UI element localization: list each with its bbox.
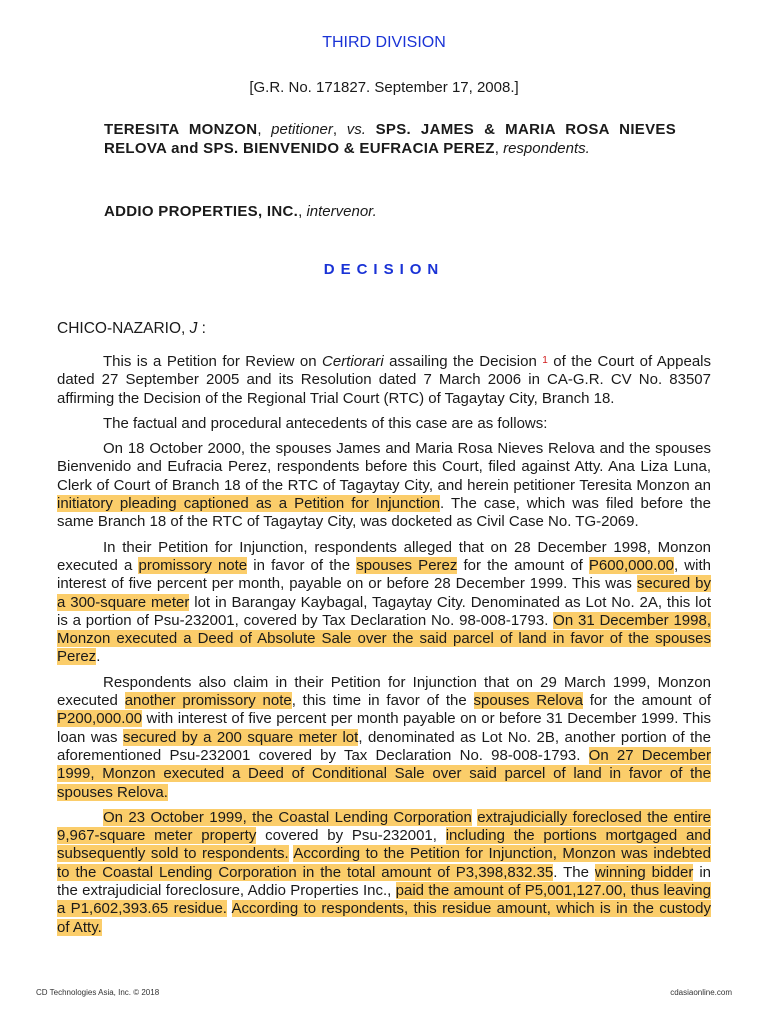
- division-heading: THIRD DIVISION: [322, 34, 446, 51]
- petitioner-role: petitioner: [271, 121, 333, 138]
- ponente-name: CHICO-NAZARIO,: [57, 320, 186, 337]
- p1-text: of the Court of Appeals dated 27 September 2005 and its Resolution dated 7 March 2006 in CA-G.R. CV No. 83507 affirming the Decision of the Regional Trial Court (RTC) of Tagaytay City, Branch 18.: [57, 353, 711, 407]
- highlight: secured by a 300-square meter: [57, 575, 711, 611]
- highlight: spouses Perez: [356, 556, 458, 574]
- highlight: including the portions mortgaged and subsequently sold to respondents.: [57, 827, 711, 863]
- footer-site: cdasiaonline.com: [670, 988, 732, 997]
- intervenor-name: ADDIO PROPERTIES, INC.: [104, 203, 299, 220]
- highlight: promissory note: [138, 556, 248, 574]
- ponente-title: J: [189, 320, 198, 337]
- highlight: initiatory pleading captioned as a Petition for Injunction: [57, 495, 441, 513]
- petitioner-name: TERESITA MONZON: [104, 121, 258, 138]
- highlight: According to the Petition for Injunction, Monzon was indebted to the Coastal Lending Corporation in the total amount of P3,398,832.35: [57, 845, 711, 881]
- highlight: paid the amount of P5,001,127.00, thus leaving a P1,602,393.65 residue.: [57, 882, 711, 918]
- p5-text: Respondents also claim in their Petition for Injunction that on 29 March 1999, Monzon executed: [57, 673, 711, 710]
- paragraph-6: [57, 809, 711, 937]
- intervenor-role: intervenor.: [306, 203, 377, 220]
- decision-heading: DECISION: [323, 261, 445, 278]
- highlight: According to respondents, this residue amount, which is in the custody of Atty.: [57, 900, 711, 936]
- highlight: P200,000.00: [57, 710, 143, 728]
- p5-text: for the amount of: [582, 692, 712, 710]
- p6-text: . The: [553, 863, 595, 881]
- case-number: [G.R. No. 171827. September 17, 2008.]: [249, 79, 519, 96]
- highlight: On 23 October 1999, the Coastal Lending Corporation: [103, 808, 472, 826]
- respondents-role: respondents.: [503, 140, 590, 157]
- p6-text: [227, 900, 232, 917]
- paragraph-3: [57, 440, 711, 531]
- paragraph-1: [57, 352, 711, 408]
- p1-text: assailing the Decision: [383, 353, 543, 370]
- case-parties: TERESITA MONZON, petitioner, vs. SPS. JAMES & MARIA ROSA NIEVES RELOVA and SPS. BIENVENIDO & EUFRACIA PEREZ, respondents.: [104, 121, 677, 157]
- paragraph-5: [57, 674, 711, 802]
- respondents-names: SPS. JAMES & MARIA ROSA NIEVES RELOVA and SPS. BIENVENIDO & EUFRACIA PEREZ: [104, 121, 677, 157]
- p4-text: In their Petition for Injunction, respondents alleged that on 28 December 1998, Monzon executed a: [57, 538, 711, 574]
- intervenor-line: ADDIO PROPERTIES, INC., intervenor.: [104, 203, 377, 220]
- decision-body: [57, 352, 711, 944]
- certiorari-term: Certiorari: [322, 353, 384, 370]
- footer-copyright: CD Technologies Asia, Inc. © 2018: [36, 988, 160, 997]
- highlight: On 31 December 1998, Monzon executed a Deed of Absolute Sale over the said parcel of land in favor of the spouses Perez: [57, 611, 711, 666]
- highlight: secured by a 200 square meter lot: [122, 728, 359, 746]
- p4-text: lot in Barangay Kaybagal, Tagaytay City. Denominated as Lot No. 2A, this lot is a portion of Psu-232001, covered by Tax Declaration No. 98-008-1793.: [57, 593, 712, 629]
- p4-text: in favor of the: [247, 556, 357, 574]
- p6-text: covered by Psu-232001,: [256, 827, 446, 845]
- p4-text: .: [96, 648, 101, 666]
- paragraph-4: [57, 539, 711, 667]
- versus-label: vs.: [346, 121, 366, 138]
- p6-text: in the extrajudicial foreclosure, Addio Properties Inc.,: [57, 863, 711, 900]
- p1-text: This is a Petition for Review on: [103, 353, 323, 370]
- p2-text: The factual and procedural antecedents of this case are as follows:: [103, 414, 548, 432]
- p5-text: , this time in favor of the: [291, 692, 474, 710]
- highlight: another promissory note: [124, 692, 292, 710]
- footnote-link[interactable]: 1: [542, 355, 548, 366]
- p4-text: for the amount of: [457, 556, 589, 574]
- p3-text: . The case, which was filed before the same Branch 18 of the RTC of Tagaytay City, was docketed as Civil Case No. TG-2069.: [57, 495, 711, 531]
- highlight: extrajudicially foreclosed the entire 9,967-square meter property: [57, 808, 712, 845]
- paragraph-2: [57, 415, 711, 433]
- highlight: spouses Relova: [473, 692, 583, 710]
- ponente: CHICO-NAZARIO, J :: [57, 320, 206, 337]
- highlight: winning bidder: [594, 863, 694, 881]
- highlight: P600,000.00: [588, 556, 674, 574]
- highlight: On 27 December 1999, Monzon executed a Deed of Conditional Sale over said parcel of land in favor of the spouses Relova.: [57, 746, 711, 801]
- p3-text: On 18 October 2000, the spouses James and Maria Rosa Nieves Relova and the spouses Bienvenido and Eufracia Perez, respondents before this Court, filed against Atty. Ana Liza Luna, Clerk of Court of Branch 18 of the RTC of Tagaytay City, and herein petitioner Teresita Monzon an: [57, 440, 711, 494]
- p5-text: with interest of five percent per month payable on or before 31 December 1999. This loan was: [57, 710, 711, 746]
- p5-text: , denominated as Lot No. 2B, another portion of the aforementioned Psu-232001 covered by Tax Declaration No. 98-008-1793.: [57, 728, 711, 764]
- p4-text: , with interest of five percent per month, payable on or before 28 December 1999. This was: [57, 556, 711, 593]
